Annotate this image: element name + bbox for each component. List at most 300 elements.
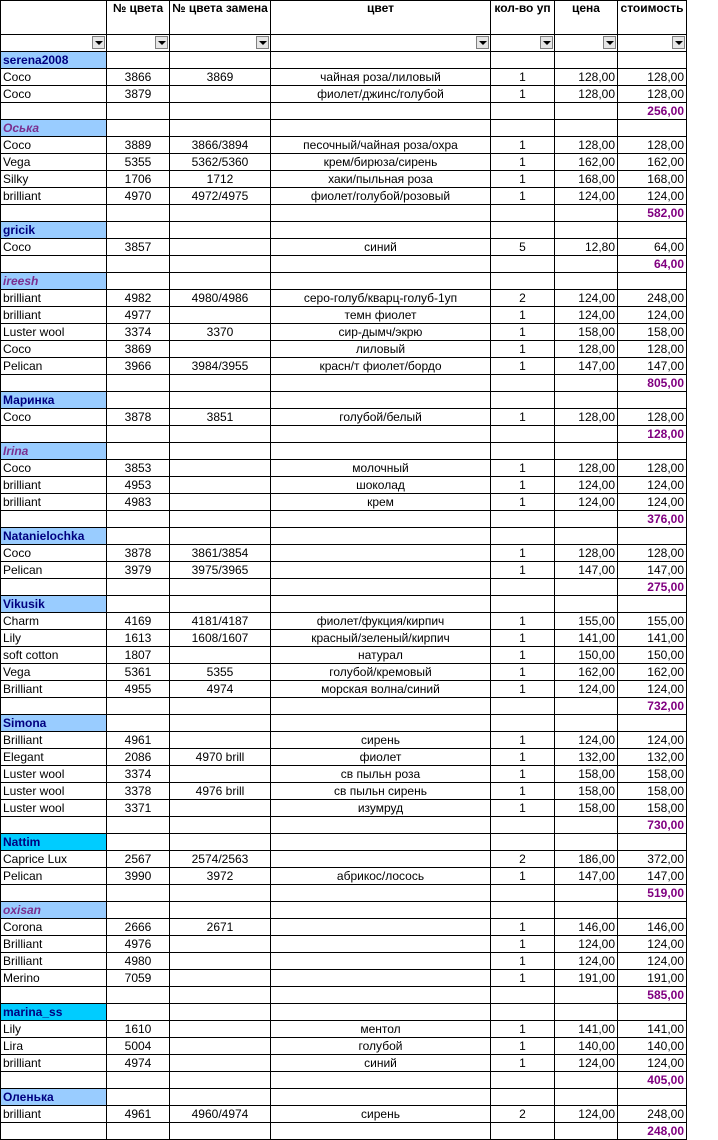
cell-color: молочный [271, 460, 491, 477]
empty-cell [555, 1072, 618, 1089]
cell-quantity: 5 [491, 239, 555, 256]
cell-quantity: 1 [491, 749, 555, 766]
cell-replacement-number [170, 800, 271, 817]
cell-color-number: 3371 [107, 800, 170, 817]
table-row [1, 868, 687, 885]
cell-cost: 124,00 [618, 1055, 687, 1072]
filter-dropdown-icon[interactable] [476, 36, 489, 49]
cell-price: 158,00 [555, 783, 618, 800]
empty-cell [271, 528, 491, 545]
cell-brand: Luster wool [1, 324, 107, 341]
table-row [1, 86, 687, 103]
cell-cost: 158,00 [618, 766, 687, 783]
subtotal-value: 64,00 [618, 256, 687, 273]
customer-row [1, 715, 687, 732]
cell-replacement-number: 3869 [170, 69, 271, 86]
cell-price: 147,00 [555, 358, 618, 375]
header-cell-price: цена [555, 1, 618, 35]
cell-color-number: 5004 [107, 1038, 170, 1055]
empty-cell [271, 1123, 491, 1140]
subtotal-row [1, 987, 687, 1004]
cell-quantity: 1 [491, 86, 555, 103]
cell-color: морская волна/синий [271, 681, 491, 698]
cell-cost: 128,00 [618, 409, 687, 426]
empty-cell [555, 256, 618, 273]
subtotal-row [1, 103, 687, 120]
cell-quantity: 1 [491, 460, 555, 477]
cell-color-number: 4982 [107, 290, 170, 307]
cell-color-number: 3378 [107, 783, 170, 800]
empty-cell [107, 1089, 170, 1106]
customer-row [1, 52, 687, 69]
cell-quantity: 1 [491, 953, 555, 970]
cell-brand: Luster wool [1, 766, 107, 783]
empty-cell [170, 375, 271, 392]
cell-price: 124,00 [555, 732, 618, 749]
empty-cell [491, 375, 555, 392]
cell-quantity: 2 [491, 1106, 555, 1123]
cell-price: 168,00 [555, 171, 618, 188]
empty-cell [107, 715, 170, 732]
subtotal-row [1, 375, 687, 392]
cell-brand: Caprice Lux [1, 851, 107, 868]
cell-color: песочный/чайная роза/охра [271, 137, 491, 154]
subtotal-row [1, 817, 687, 834]
cell-quantity: 1 [491, 1021, 555, 1038]
cell-replacement-number: 2671 [170, 919, 271, 936]
empty-cell [170, 1089, 271, 1106]
customer-name: serena2008 [1, 52, 107, 69]
cell-quantity: 1 [491, 188, 555, 205]
filter-cell [107, 35, 170, 52]
cell-quantity: 1 [491, 613, 555, 630]
filter-cell [1, 35, 107, 52]
cell-color: голубой/кремовый [271, 664, 491, 681]
empty-cell [271, 52, 491, 69]
cell-color: голубой/белый [271, 409, 491, 426]
cell-cost: 124,00 [618, 307, 687, 324]
filter-cell [271, 35, 491, 52]
table-row [1, 494, 687, 511]
empty-cell [555, 1004, 618, 1021]
empty-cell [555, 52, 618, 69]
table-row [1, 919, 687, 936]
autofilter-row [1, 35, 687, 52]
cell-color-number: 3889 [107, 137, 170, 154]
empty-cell [618, 120, 687, 137]
cell-color: изумруд [271, 800, 491, 817]
cell-price: 186,00 [555, 851, 618, 868]
cell-color [271, 919, 491, 936]
empty-cell [555, 817, 618, 834]
cell-color-number: 4961 [107, 1106, 170, 1123]
table-row [1, 647, 687, 664]
customer-name: oxisan [1, 902, 107, 919]
customer-name: Оська [1, 120, 107, 137]
empty-cell [271, 1004, 491, 1021]
empty-cell [1, 103, 107, 120]
cell-price: 124,00 [555, 307, 618, 324]
cell-replacement-number: 4970 brill [170, 749, 271, 766]
cell-color-number: 1807 [107, 647, 170, 664]
cell-color: сир-дымч/экрю [271, 324, 491, 341]
cell-price: 124,00 [555, 1055, 618, 1072]
empty-cell [618, 902, 687, 919]
cell-cost: 128,00 [618, 86, 687, 103]
subtotal-row [1, 256, 687, 273]
empty-cell [170, 205, 271, 222]
cell-cost: 158,00 [618, 783, 687, 800]
cell-price: 191,00 [555, 970, 618, 987]
cell-color-number: 4977 [107, 307, 170, 324]
table-row [1, 239, 687, 256]
table-row [1, 800, 687, 817]
cell-brand: Luster wool [1, 800, 107, 817]
empty-cell [555, 528, 618, 545]
empty-cell [271, 596, 491, 613]
empty-cell [491, 579, 555, 596]
empty-cell [555, 222, 618, 239]
filter-dropdown-icon[interactable] [256, 36, 269, 49]
cell-price: 128,00 [555, 460, 618, 477]
cell-price: 162,00 [555, 664, 618, 681]
cell-price: 128,00 [555, 137, 618, 154]
empty-cell [555, 987, 618, 1004]
cell-quantity: 2 [491, 851, 555, 868]
cell-color-number: 3878 [107, 409, 170, 426]
cell-color-number: 4955 [107, 681, 170, 698]
customer-row [1, 443, 687, 460]
cell-price: 124,00 [555, 494, 618, 511]
table-row [1, 324, 687, 341]
empty-cell [618, 834, 687, 851]
customer-row [1, 392, 687, 409]
table-row [1, 171, 687, 188]
empty-cell [271, 205, 491, 222]
cell-color-number: 3374 [107, 766, 170, 783]
cell-replacement-number [170, 953, 271, 970]
filter-dropdown-icon[interactable] [672, 36, 685, 49]
empty-cell [271, 256, 491, 273]
empty-cell [170, 834, 271, 851]
cell-replacement-number [170, 477, 271, 494]
customer-name: ireesh [1, 273, 107, 290]
filter-dropdown-icon[interactable] [603, 36, 616, 49]
empty-cell [271, 715, 491, 732]
empty-cell [1, 375, 107, 392]
cell-quantity: 1 [491, 1055, 555, 1072]
subtotal-value: 128,00 [618, 426, 687, 443]
cell-price: 132,00 [555, 749, 618, 766]
empty-cell [170, 103, 271, 120]
empty-cell [107, 273, 170, 290]
cell-cost: 158,00 [618, 800, 687, 817]
table-row [1, 477, 687, 494]
cell-replacement-number [170, 239, 271, 256]
cell-quantity: 1 [491, 562, 555, 579]
cell-brand: Brilliant [1, 953, 107, 970]
cell-color: св пыльн роза [271, 766, 491, 783]
customer-name: Simona [1, 715, 107, 732]
empty-cell [107, 120, 170, 137]
table-row [1, 358, 687, 375]
customer-row [1, 528, 687, 545]
table-row [1, 69, 687, 86]
cell-brand: Pelican [1, 358, 107, 375]
cell-color-number: 3866 [107, 69, 170, 86]
cell-brand: Brilliant [1, 732, 107, 749]
cell-color-number: 4980 [107, 953, 170, 970]
cell-replacement-number: 5355 [170, 664, 271, 681]
empty-cell [170, 528, 271, 545]
cell-cost: 147,00 [618, 562, 687, 579]
cell-color-number: 1613 [107, 630, 170, 647]
filter-cell [618, 35, 687, 52]
cell-cost: 155,00 [618, 613, 687, 630]
cell-quantity: 1 [491, 69, 555, 86]
table-row [1, 1055, 687, 1072]
cell-quantity: 1 [491, 783, 555, 800]
empty-cell [618, 715, 687, 732]
empty-cell [491, 52, 555, 69]
subtotal-value: 376,00 [618, 511, 687, 528]
cell-color [271, 545, 491, 562]
cell-replacement-number [170, 307, 271, 324]
cell-brand: Charm [1, 613, 107, 630]
cell-cost: 146,00 [618, 919, 687, 936]
empty-cell [491, 987, 555, 1004]
cell-price: 128,00 [555, 341, 618, 358]
empty-cell [170, 120, 271, 137]
cell-quantity: 1 [491, 868, 555, 885]
cell-brand: Brilliant [1, 681, 107, 698]
cell-brand: brilliant [1, 290, 107, 307]
empty-cell [491, 1123, 555, 1140]
empty-cell [107, 222, 170, 239]
empty-cell [1, 987, 107, 1004]
cell-brand: Coco [1, 409, 107, 426]
cell-brand: Coco [1, 341, 107, 358]
cell-color [271, 936, 491, 953]
table-row [1, 630, 687, 647]
header-cell-color: цвет [271, 1, 491, 35]
cell-color: фиолет/фукция/кирпич [271, 613, 491, 630]
cell-replacement-number [170, 460, 271, 477]
cell-brand: Luster wool [1, 783, 107, 800]
cell-cost: 141,00 [618, 1021, 687, 1038]
cell-color-number: 5355 [107, 154, 170, 171]
empty-cell [271, 443, 491, 460]
cell-quantity: 1 [491, 324, 555, 341]
empty-cell [1, 885, 107, 902]
empty-cell [618, 52, 687, 69]
subtotal-row [1, 698, 687, 715]
cell-cost: 191,00 [618, 970, 687, 987]
empty-cell [170, 426, 271, 443]
cell-cost: 124,00 [618, 681, 687, 698]
cell-brand: Coco [1, 460, 107, 477]
empty-cell [491, 1089, 555, 1106]
cell-cost: 147,00 [618, 358, 687, 375]
empty-cell [491, 528, 555, 545]
empty-cell [1, 698, 107, 715]
cell-replacement-number [170, 1038, 271, 1055]
empty-cell [491, 596, 555, 613]
empty-cell [271, 392, 491, 409]
cell-color-number: 3869 [107, 341, 170, 358]
empty-cell [491, 902, 555, 919]
empty-cell [107, 817, 170, 834]
empty-cell [491, 103, 555, 120]
table-row [1, 664, 687, 681]
empty-cell [555, 511, 618, 528]
cell-color-number: 1706 [107, 171, 170, 188]
cell-brand: Pelican [1, 562, 107, 579]
cell-color: синий [271, 1055, 491, 1072]
empty-cell [555, 120, 618, 137]
table-row [1, 732, 687, 749]
empty-cell [107, 596, 170, 613]
customer-row [1, 1004, 687, 1021]
cell-brand: Lily [1, 630, 107, 647]
filter-dropdown-icon[interactable] [540, 36, 553, 49]
empty-cell [170, 273, 271, 290]
cell-color: сирень [271, 1106, 491, 1123]
empty-cell [491, 511, 555, 528]
empty-cell [271, 698, 491, 715]
empty-cell [107, 1072, 170, 1089]
cell-brand: brilliant [1, 1055, 107, 1072]
cell-quantity: 1 [491, 409, 555, 426]
empty-cell [170, 392, 271, 409]
subtotal-row [1, 1072, 687, 1089]
cell-cost: 140,00 [618, 1038, 687, 1055]
filter-dropdown-icon[interactable] [92, 36, 105, 49]
cell-color-number: 3966 [107, 358, 170, 375]
table-row [1, 1038, 687, 1055]
cell-quantity: 1 [491, 732, 555, 749]
table-row [1, 936, 687, 953]
empty-cell [491, 698, 555, 715]
empty-cell [491, 426, 555, 443]
cell-price: 124,00 [555, 188, 618, 205]
cell-color-number: 4970 [107, 188, 170, 205]
empty-cell [555, 426, 618, 443]
subtotal-value: 582,00 [618, 205, 687, 222]
cell-brand: Coco [1, 137, 107, 154]
cell-cost: 158,00 [618, 324, 687, 341]
filter-cell [555, 35, 618, 52]
subtotal-value: 732,00 [618, 698, 687, 715]
empty-cell [170, 222, 271, 239]
empty-cell [618, 443, 687, 460]
cell-brand: Coco [1, 69, 107, 86]
cell-color-number: 2666 [107, 919, 170, 936]
subtotal-value: 805,00 [618, 375, 687, 392]
cell-color-number: 3857 [107, 239, 170, 256]
empty-cell [555, 834, 618, 851]
cell-price: 158,00 [555, 324, 618, 341]
empty-cell [271, 426, 491, 443]
empty-cell [1, 1123, 107, 1140]
table-row [1, 154, 687, 171]
empty-cell [555, 715, 618, 732]
empty-cell [618, 222, 687, 239]
cell-cost: 124,00 [618, 732, 687, 749]
empty-cell [170, 715, 271, 732]
empty-cell [170, 511, 271, 528]
table-row [1, 681, 687, 698]
cell-replacement-number [170, 494, 271, 511]
subtotal-row [1, 205, 687, 222]
cell-price: 141,00 [555, 630, 618, 647]
cell-cost: 162,00 [618, 154, 687, 171]
table-row [1, 749, 687, 766]
empty-cell [491, 1004, 555, 1021]
cell-color: чайная роза/лиловый [271, 69, 491, 86]
empty-cell [271, 103, 491, 120]
cell-color: лиловый [271, 341, 491, 358]
customer-row [1, 902, 687, 919]
cell-price: 124,00 [555, 290, 618, 307]
cell-color: красн/т фиолет/бордо [271, 358, 491, 375]
cell-replacement-number [170, 732, 271, 749]
customer-row [1, 834, 687, 851]
header-cell-brand [1, 1, 107, 35]
empty-cell [107, 698, 170, 715]
cell-color-number: 2086 [107, 749, 170, 766]
header-cell-color-number: № цвета [107, 1, 170, 35]
cell-brand: brilliant [1, 494, 107, 511]
empty-cell [618, 528, 687, 545]
cell-cost: 248,00 [618, 290, 687, 307]
cell-replacement-number: 4974 [170, 681, 271, 698]
cell-quantity: 1 [491, 766, 555, 783]
empty-cell [271, 987, 491, 1004]
cell-color [271, 851, 491, 868]
empty-cell [170, 1123, 271, 1140]
cell-replacement-number: 4960/4974 [170, 1106, 271, 1123]
filter-cell [170, 35, 271, 52]
cell-quantity: 1 [491, 137, 555, 154]
cell-replacement-number: 1608/1607 [170, 630, 271, 647]
table-row [1, 307, 687, 324]
empty-cell [618, 1004, 687, 1021]
cell-brand: Coco [1, 239, 107, 256]
cell-quantity: 1 [491, 341, 555, 358]
empty-cell [107, 375, 170, 392]
empty-cell [271, 885, 491, 902]
empty-cell [107, 902, 170, 919]
cell-replacement-number [170, 970, 271, 987]
filter-dropdown-icon[interactable] [155, 36, 168, 49]
cell-color [271, 953, 491, 970]
cell-price: 158,00 [555, 766, 618, 783]
cell-price: 147,00 [555, 562, 618, 579]
empty-cell [555, 1089, 618, 1106]
customer-row [1, 596, 687, 613]
empty-cell [170, 698, 271, 715]
empty-cell [491, 834, 555, 851]
table-row [1, 562, 687, 579]
cell-cost: 132,00 [618, 749, 687, 766]
cell-color: сирень [271, 732, 491, 749]
cell-price: 146,00 [555, 919, 618, 936]
empty-cell [107, 256, 170, 273]
empty-cell [555, 902, 618, 919]
empty-cell [618, 392, 687, 409]
cell-quantity: 1 [491, 494, 555, 511]
